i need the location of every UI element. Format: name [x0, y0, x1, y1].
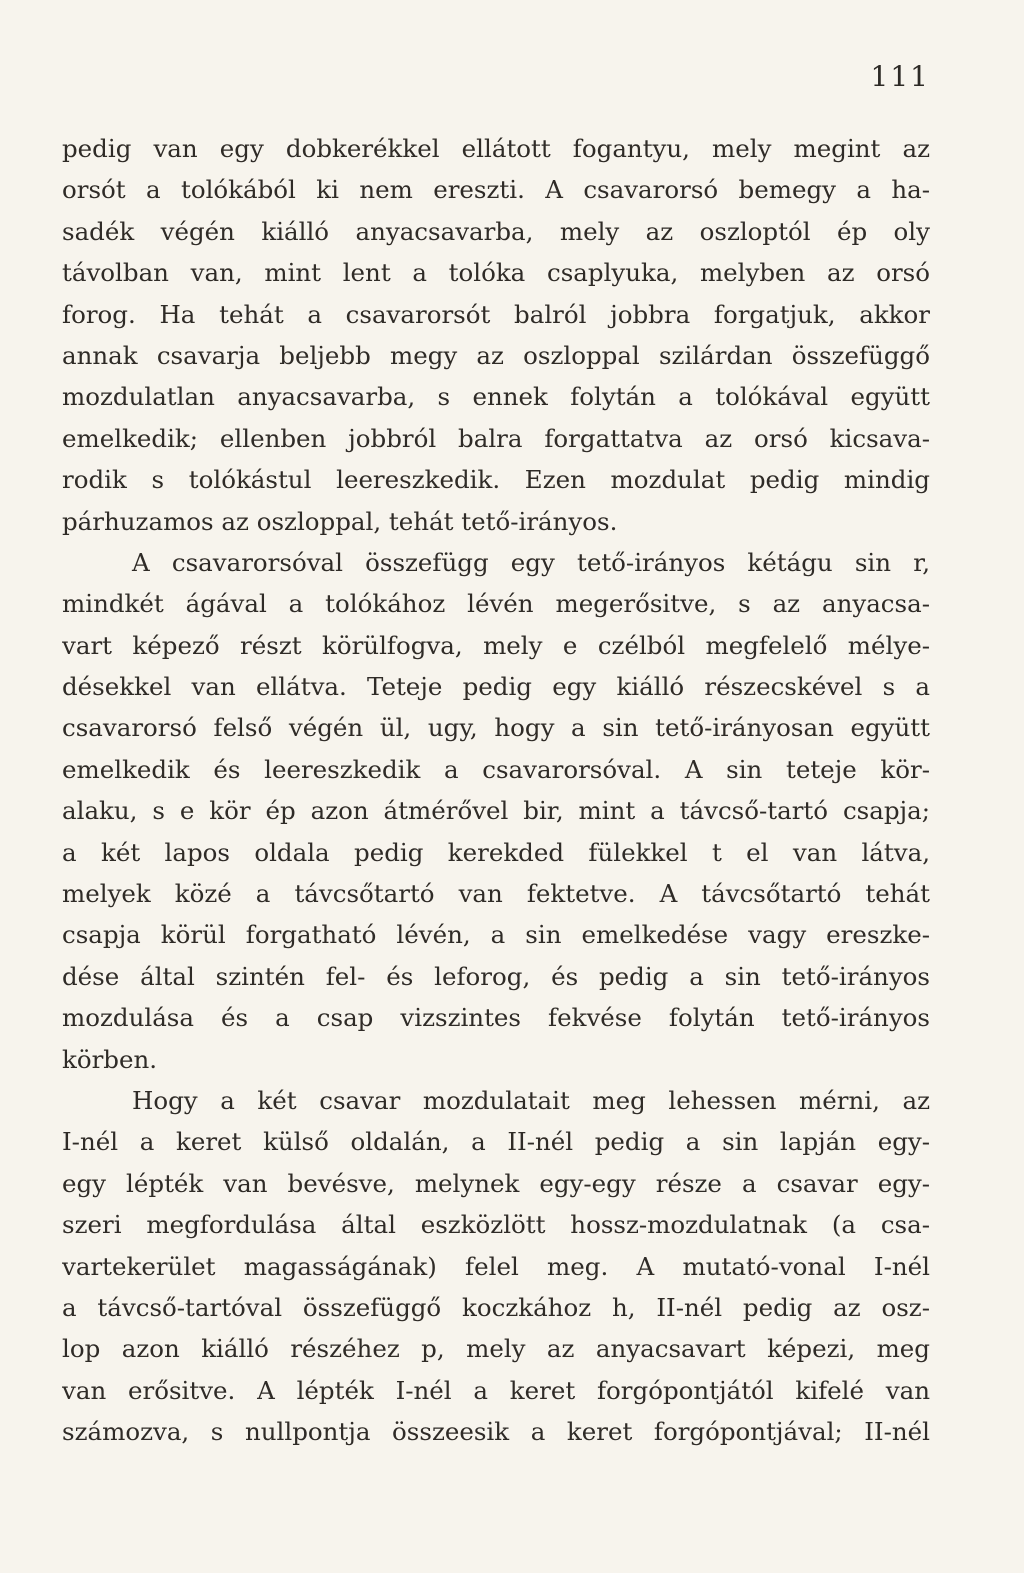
text-line: I-nél a keret külső oldalán, a II-nél pedig a sin lapján egy- — [62, 1127, 930, 1157]
text-line: a két lapos oldala pedig kerekded fülekkel t el van látva, — [62, 837, 930, 867]
text-line: lop azon kiálló részéhez p, mely az anyacsavart képezi, meg — [62, 1334, 930, 1364]
text-line: A csavarorsóval összefügg egy tető-irányos kétágu sin r, — [132, 547, 930, 577]
text-line: mozdulatlan anyacsavarba, s ennek folytán a tolókával együtt — [62, 382, 930, 412]
text-line: vart képező részt körülfogva, mely e czélból megfelelő mélye- — [62, 630, 930, 660]
text-line: körben. — [62, 1044, 158, 1074]
text-line: egy lépték van bevésve, melynek egy-egy része a csavar egy- — [62, 1168, 930, 1198]
text-line: annak csavarja beljebb megy az oszloppal szilárdan összefüggő — [62, 340, 930, 370]
text-line: számozva, s nullpontja összeesik a keret forgópontjával; II-nél — [62, 1417, 930, 1447]
text-line: dése által szintén fel- és leforog, és pedig a sin tető-irányos — [62, 961, 930, 991]
text-line: vartekerület magasságának) felel meg. A mutató-vonal I-nél — [62, 1251, 930, 1281]
text-line: sadék végén kiálló anyacsavarba, mely az oszloptól ép oly — [62, 216, 930, 246]
text-line: csapja körül forgatható lévén, a sin emelkedése vagy ereszke- — [62, 920, 930, 950]
text-line: orsót a tolókából ki nem ereszti. A csavarorsó bemegy a ha- — [62, 175, 930, 205]
text-line: forog. Ha tehát a csavarorsót balról jobbra forgatjuk, akkor — [62, 299, 930, 329]
text-line: emelkedik; ellenben jobbról balra forgattatva az orsó kicsava- — [62, 423, 930, 453]
text-line: van erősitve. A lépték I-nél a keret forgópontjától kifelé van — [62, 1375, 930, 1405]
text-line: szeri megfordulása által eszközlött hossz-mozdulatnak (a csa- — [62, 1210, 930, 1240]
body-text — [62, 128, 930, 1453]
text-line: párhuzamos az oszloppal, tehát tető-irányos. — [62, 506, 618, 536]
text-line: csavarorsó felső végén ül, ugy, hogy a sin tető-irányosan együtt — [62, 713, 930, 743]
text-line: mozdulása és a csap vizszintes fekvése folytán tető-irányos — [62, 1003, 930, 1033]
text-line: emelkedik és leereszkedik a csavarorsóval. A sin teteje kör- — [62, 754, 930, 784]
text-line: rodik s tolókástul leereszkedik. Ezen mozdulat pedig mindig — [62, 465, 930, 495]
text-line: mindkét ágával a tolókához lévén megerősitve, s az anyacsa- — [62, 589, 930, 619]
text-line: Hogy a két csavar mozdulatait meg lehessen mérni, az — [132, 1085, 930, 1115]
text-line: alaku, s e kör ép azon átmérővel bir, mint a távcső-tartó csapja; — [62, 796, 930, 826]
text-line: a távcső-tartóval összefüggő koczkához h, II-nél pedig az osz- — [62, 1292, 930, 1322]
text-line: pedig van egy dobkerékkel ellátott fogantyu, mely megint az — [62, 134, 930, 163]
text-line: távolban van, mint lent a tolóka csaplyuka, melyben az orsó — [62, 258, 930, 288]
text-line: melyek közé a távcsőtartó van fektetve. A távcsőtartó tehát — [62, 879, 930, 909]
text-line: désekkel van ellátva. Teteje pedig egy kiálló részecskével s a — [62, 672, 930, 702]
page-number: 111 — [870, 60, 930, 93]
